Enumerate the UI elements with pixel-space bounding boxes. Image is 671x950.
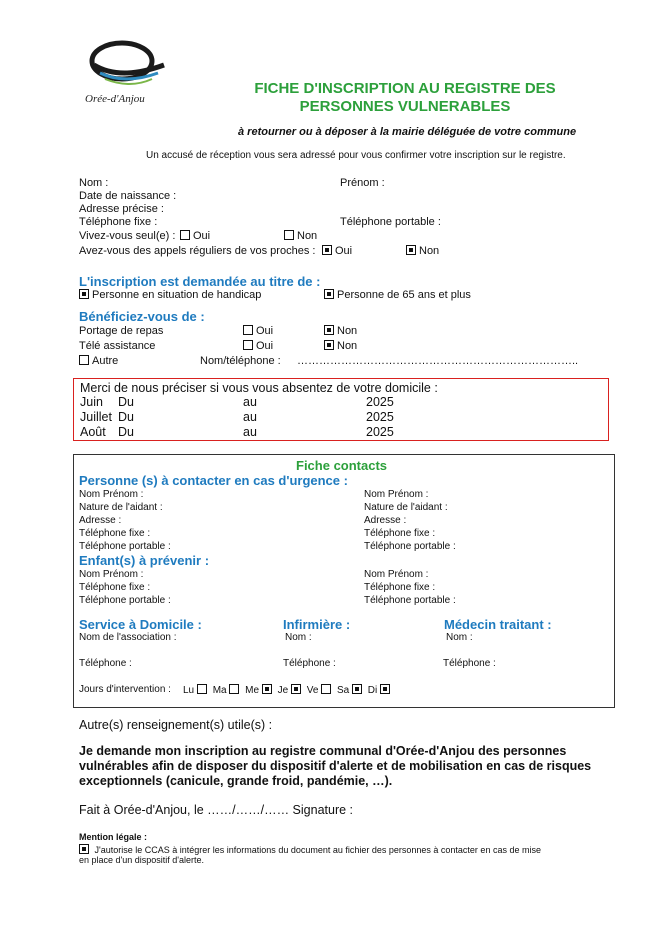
- checkbox-repas-non[interactable]: [324, 325, 357, 337]
- form-subtitle: à retourner ou à déposer à la mairie déléguée de votre commune: [238, 126, 577, 138]
- checkbox-icon[interactable]: [406, 245, 416, 255]
- checkbox-tele-non[interactable]: [324, 340, 357, 352]
- label-nom-telephone: Nom/téléphone :: [200, 355, 281, 367]
- day-me[interactable]: [245, 685, 275, 696]
- urgence-right-3: Adresse :: [364, 515, 407, 526]
- logo-text: Orée-d'Anjou: [85, 93, 145, 105]
- label-naissance: Date de naissance :: [79, 190, 177, 202]
- option-label: Non: [297, 230, 318, 242]
- option-label: Non: [419, 245, 440, 257]
- checkbox-autre[interactable]: [79, 355, 118, 367]
- urgence-heading: Personne (s) à contacter en cas d'urgence :: [79, 473, 348, 488]
- label-association: Nom de l'association :: [79, 632, 177, 643]
- checkbox-icon[interactable]: [324, 289, 334, 299]
- checkbox-icon[interactable]: [262, 684, 272, 694]
- absence-year: 2025: [366, 410, 394, 424]
- autres-renseignements: Autre(s) renseignement(s) utile(s) :: [79, 718, 273, 732]
- checkbox-icon[interactable]: [79, 844, 89, 854]
- checkbox-seul-non[interactable]: [284, 230, 317, 242]
- urgence-right-4: Téléphone fixe :: [364, 528, 436, 539]
- day-label: Sa: [337, 685, 350, 696]
- absence-month: Juin: [80, 395, 103, 409]
- enfants-left-2: Téléphone fixe :: [79, 582, 151, 593]
- absence-month: Juillet: [80, 410, 112, 424]
- enfants-left-3: Téléphone portable :: [79, 595, 171, 606]
- label-medecin-telephone: Téléphone :: [443, 658, 496, 669]
- label-tel-fixe: Téléphone fixe :: [79, 216, 158, 228]
- mention-consent[interactable]: [79, 844, 541, 855]
- day-checkboxes: [183, 684, 393, 696]
- day-label: Di: [367, 685, 378, 696]
- enfants-right-1: Nom Prénom :: [364, 569, 429, 580]
- label-medecin-nom: Nom :: [446, 632, 473, 643]
- absence-au: au: [243, 395, 257, 409]
- option-label: Autre: [92, 355, 119, 367]
- logo-swirl-icon: [80, 35, 170, 95]
- autre-dotted-line: …………………………………………………………………..: [297, 355, 579, 367]
- service-domicile-heading: Service à Domicile :: [79, 617, 202, 632]
- absence-du: Du: [118, 425, 134, 439]
- label-appels: Avez-vous des appels réguliers de vos proches :: [79, 245, 316, 257]
- option-label: Oui: [256, 340, 274, 352]
- checkbox-icon[interactable]: [284, 230, 294, 240]
- label-infirmiere-nom: Nom :: [285, 632, 312, 643]
- checkbox-icon[interactable]: [197, 684, 207, 694]
- checkbox-handicap[interactable]: [79, 289, 261, 301]
- demande-line3: exceptionnels (canicule, grande froid, pandémie, …).: [79, 774, 393, 788]
- day-label: Me: [245, 685, 260, 696]
- urgence-right-5: Téléphone portable :: [364, 541, 456, 552]
- checkbox-icon[interactable]: [229, 684, 239, 694]
- checkbox-icon[interactable]: [352, 684, 362, 694]
- checkbox-appels-non[interactable]: [406, 245, 439, 257]
- day-je[interactable]: [278, 685, 304, 696]
- urgence-left-3: Adresse :: [79, 515, 122, 526]
- enfants-right-3: Téléphone portable :: [364, 595, 456, 606]
- form-title-line1: FICHE D'INSCRIPTION AU REGISTRE DES: [254, 80, 556, 97]
- checkbox-icon[interactable]: [322, 245, 332, 255]
- checkbox-repas-oui[interactable]: [243, 325, 273, 337]
- absence-du: Du: [118, 395, 134, 409]
- form-title-line2: PERSONNES VULNERABLES: [299, 98, 511, 115]
- inscription-heading: L'inscription est demandée au titre de :: [79, 274, 321, 289]
- urgence-left-5: Téléphone portable :: [79, 541, 171, 552]
- demande-line1: Je demande mon inscription au registre communal d'Orée-d'Anjou des personnes: [79, 744, 567, 758]
- option-label: Oui: [193, 230, 211, 242]
- urgence-left-1: Nom Prénom :: [79, 489, 144, 500]
- checkbox-65ans[interactable]: [324, 289, 471, 301]
- absence-au: au: [243, 425, 257, 439]
- absence-heading: Merci de nous préciser si vous vous absentez de votre domicile :: [80, 381, 438, 395]
- label-jours-intervention: Jours d'intervention :: [79, 684, 171, 695]
- label-portage-repas: Portage de repas: [79, 325, 164, 337]
- demande-line2: vulnérables afin de disposer du dispositif d'alerte et de mobilisation en cas de risques: [79, 759, 592, 773]
- checkbox-icon[interactable]: [243, 340, 253, 350]
- urgence-right-2: Nature de l'aidant :: [364, 502, 448, 513]
- day-label: Je: [277, 685, 289, 696]
- option-label: Personne de 65 ans et plus: [337, 289, 471, 301]
- mention-line2: en place d'un dispositif d'alerte.: [79, 855, 205, 865]
- enfants-right-2: Téléphone fixe :: [364, 582, 436, 593]
- enfants-heading: Enfant(s) à prévenir :: [79, 553, 210, 568]
- enfants-left-1: Nom Prénom :: [79, 569, 144, 580]
- logo: [80, 35, 170, 110]
- fait-signature: Fait à Orée-d'Anjou, le ……/……/…… Signature :: [79, 803, 354, 817]
- day-ma[interactable]: [213, 685, 243, 696]
- option-label: Personne en situation de handicap: [92, 289, 262, 301]
- beneficiez-heading: Bénéficiez-vous de :: [79, 309, 205, 324]
- checkbox-icon[interactable]: [380, 684, 390, 694]
- checkbox-icon[interactable]: [321, 684, 331, 694]
- option-label: Non: [337, 340, 358, 352]
- checkbox-icon[interactable]: [324, 325, 334, 335]
- day-label: Ve: [306, 685, 319, 696]
- urgence-left-2: Nature de l'aidant :: [79, 502, 163, 513]
- option-label: Oui: [335, 245, 353, 257]
- label-nom: Nom :: [79, 177, 109, 189]
- absence-month: Août: [80, 425, 106, 439]
- notice-text: Un accusé de réception vous sera adressé pour vous confirmer votre inscription sur le registre.: [146, 150, 566, 161]
- contacts-box: [73, 454, 615, 708]
- option-label: Non: [337, 325, 358, 337]
- label-service-telephone: Téléphone :: [79, 658, 132, 669]
- checkbox-icon[interactable]: [79, 289, 89, 299]
- infirmiere-heading: Infirmière :: [283, 617, 351, 632]
- absence-du: Du: [118, 410, 134, 424]
- checkbox-tele-oui[interactable]: [243, 340, 273, 352]
- checkbox-icon[interactable]: [324, 340, 334, 350]
- label-infirmiere-telephone: Téléphone :: [283, 658, 336, 669]
- medecin-heading: Médecin traitant :: [444, 617, 552, 632]
- day-lu[interactable]: [183, 685, 210, 696]
- day-label: Lu: [183, 685, 195, 696]
- checkbox-icon[interactable]: [79, 355, 89, 365]
- day-label: Ma: [212, 685, 227, 696]
- absence-year: 2025: [366, 395, 394, 409]
- checkbox-seul-oui[interactable]: [180, 230, 210, 242]
- label-tel-portable: Téléphone portable :: [340, 216, 441, 228]
- absence-au: au: [243, 410, 257, 424]
- day-ve[interactable]: [307, 685, 334, 696]
- absence-year: 2025: [366, 425, 394, 439]
- checkbox-icon[interactable]: [243, 325, 253, 335]
- label-vivez-seul: Vivez-vous seul(e) :: [79, 230, 176, 242]
- label-tele-assistance: Télé assistance: [79, 340, 156, 352]
- day-sa[interactable]: [337, 685, 365, 696]
- checkbox-icon[interactable]: [180, 230, 190, 240]
- checkbox-appels-oui[interactable]: [322, 245, 352, 257]
- day-di[interactable]: [368, 685, 393, 696]
- option-label: Oui: [256, 325, 274, 337]
- label-adresse: Adresse précise :: [79, 203, 164, 215]
- mention-heading: Mention légale :: [79, 832, 148, 842]
- mention-line1: J'autorise le CCAS à intégrer les informations du document au fichier des personnes à contacter en cas de mise: [94, 845, 541, 855]
- checkbox-icon[interactable]: [291, 684, 301, 694]
- contacts-heading: Fiche contacts: [296, 458, 388, 473]
- urgence-right-1: Nom Prénom :: [364, 489, 429, 500]
- urgence-left-4: Téléphone fixe :: [79, 528, 151, 539]
- label-prenom: Prénom :: [340, 177, 385, 189]
